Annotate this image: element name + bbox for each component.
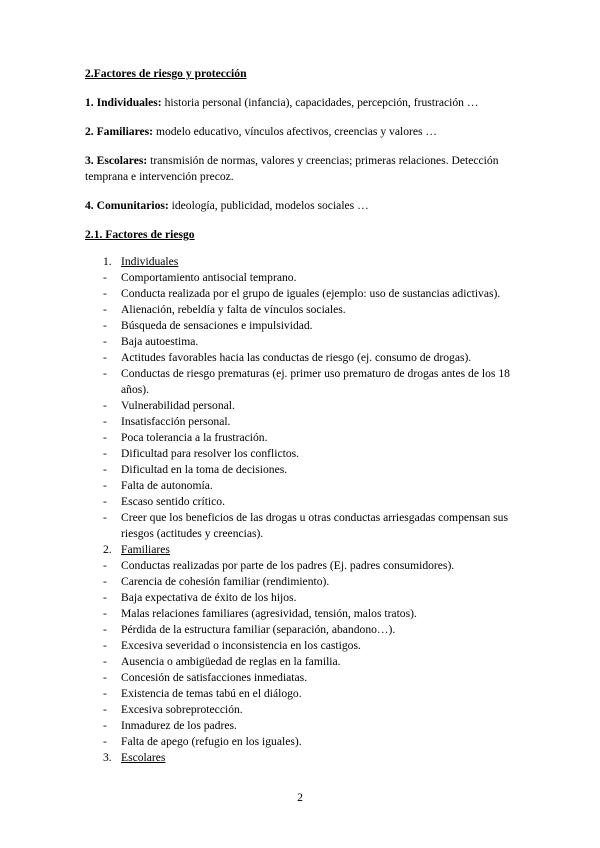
list-item-text: Excesiva severidad o inconsistencia en los castigos. (121, 639, 361, 652)
factor-paragraph (85, 153, 517, 185)
factor-text: ideología, publicidad, modelos sociales … (168, 199, 369, 212)
group-heading (85, 542, 517, 558)
dash-bullet: - (103, 607, 107, 620)
factor-paragraph (85, 95, 517, 111)
list-item (85, 462, 517, 478)
list-item-text: Conducta realizada por el grupo de iguales (ejemplo: uso de sustancias adictivas). (121, 287, 501, 300)
list-item-text: Conductas de riesgo prematuras (ej. primer uso prematuro de drogas antes de los 18 años). (121, 367, 510, 396)
list-item-text: Conductas realizadas por parte de los padres (Ej. padres consumidores). (121, 559, 455, 572)
dash-bullet: - (103, 495, 107, 508)
group-heading (85, 750, 517, 766)
list-item (85, 558, 517, 574)
dash-bullet: - (103, 399, 107, 412)
list-item-text: Alienación, rebeldía y falta de vínculos sociales. (121, 303, 346, 316)
dash-bullet: - (103, 447, 107, 460)
dash-bullet: - (103, 511, 107, 524)
group-heading (85, 254, 517, 270)
list-item (85, 478, 517, 494)
list-item-text: Concesión de satisfacciones inmediatas. (121, 671, 308, 684)
list-item (85, 286, 517, 302)
dash-bullet: - (103, 719, 107, 732)
list-item (85, 318, 517, 334)
list-item (85, 574, 517, 590)
dash-bullet: - (103, 575, 107, 588)
factor-label: 2. Familiares: (85, 125, 154, 138)
page-number: 2 (297, 791, 303, 804)
dash-bullet: - (103, 591, 107, 604)
section-title: 2.1. Factores de riesgo (85, 228, 195, 241)
dash-bullet: - (103, 463, 107, 476)
dash-bullet: - (103, 319, 107, 332)
list-item-text: Existencia de temas tabú en el diálogo. (121, 687, 302, 700)
group-label: Individuales (121, 255, 179, 268)
dash-bullet: - (103, 687, 107, 700)
list-item-text: Ausencia o ambigüedad de reglas en la familia. (121, 655, 341, 668)
document-title: 2.Factores de riesgo y protección (85, 67, 247, 80)
list-item-text: Comportamiento antisocial temprano. (121, 271, 297, 284)
list-item-text: Escaso sentido crítico. (121, 495, 225, 508)
dash-bullet: - (103, 639, 107, 652)
list-item (85, 702, 517, 718)
list-item-text: Insatisfacción personal. (121, 415, 231, 428)
list-item (85, 606, 517, 622)
dash-bullet: - (103, 415, 107, 428)
group-label: Familiares (121, 543, 170, 556)
list-item (85, 654, 517, 670)
dash-bullet: - (103, 287, 107, 300)
dash-bullet: - (103, 671, 107, 684)
list-item-text: Dificultad en la toma de decisiones. (121, 463, 288, 476)
list-item (85, 622, 517, 638)
dash-bullet: - (103, 479, 107, 492)
group-number: 3. (103, 751, 112, 764)
factor-label: 3. Escolares: (85, 154, 148, 167)
dash-bullet: - (103, 431, 107, 444)
list-item (85, 670, 517, 686)
list-item (85, 350, 517, 366)
dash-bullet: - (103, 735, 107, 748)
list-item (85, 494, 517, 510)
list-item-text: Poca tolerancia a la frustración. (121, 431, 268, 444)
list-item-text: Creer que los beneficios de las drogas u otras conductas arriesgadas compensan sus riesgos (actitudes y creencias). (121, 511, 508, 540)
dash-bullet: - (103, 303, 107, 316)
dash-bullet: - (103, 351, 107, 364)
paragraph-list (85, 95, 517, 227)
list-item-text: Actitudes favorables hacia las conductas de riesgo (ej. consumo de drogas). (121, 351, 472, 364)
dash-bullet: - (103, 559, 107, 572)
list-item (85, 638, 517, 654)
list-item-text: Carencia de cohesión familiar (rendimiento). (121, 575, 330, 588)
dash-bullet: - (103, 367, 107, 380)
list-item (85, 366, 517, 398)
dash-bullet: - (103, 703, 107, 716)
group-label: Escolares (121, 751, 166, 764)
list-item (85, 590, 517, 606)
list-item-text: Baja autoestima. (121, 335, 199, 348)
factor-label: 1. Individuales: (85, 96, 162, 109)
factor-text: historia personal (infancia), capacidades, percepción, frustración … (161, 96, 479, 109)
list-item (85, 686, 517, 702)
dash-bullet: - (103, 655, 107, 668)
list-item-text: Excesiva sobreprotección. (121, 703, 243, 716)
list-item-text: Malas relaciones familiares (agresividad, tensión, malos tratos). (121, 607, 417, 620)
list-item-text: Pérdida de la estructura familiar (separación, abandono…). (121, 623, 396, 636)
factor-text: modelo educativo, vínculos afectivos, creencias y valores … (153, 125, 437, 138)
list-item-text: Falta de autonomía. (121, 479, 213, 492)
dash-bullet: - (103, 335, 107, 348)
factor-label: 4. Comunitarios: (85, 199, 169, 212)
list-item (85, 270, 517, 286)
document-page (85, 66, 517, 766)
list-item-text: Vulnerabilidad personal. (121, 399, 235, 412)
factor-text: transmisión de normas, valores y creencias; primeras relaciones. Detección temprana e intervención precoz. (85, 154, 499, 183)
list-item (85, 734, 517, 750)
list-item-text: Búsqueda de sensaciones e impulsividad. (121, 319, 313, 332)
list-item (85, 414, 517, 430)
dash-bullet: - (103, 271, 107, 284)
list-item (85, 398, 517, 414)
group-number: 2. (103, 543, 112, 556)
list-item (85, 302, 517, 318)
list-item-text: Falta de apego (refugio en los iguales). (121, 735, 302, 748)
list-item (85, 718, 517, 734)
list-item (85, 334, 517, 350)
list-item-text: Baja expectativa de éxito de los hijos. (121, 591, 297, 604)
list-item-text: Dificultad para resolver los conflictos. (121, 447, 300, 460)
risk-factor-groups (85, 254, 517, 766)
group-number: 1. (103, 255, 112, 268)
dash-bullet: - (103, 623, 107, 636)
list-item-text: Inmadurez de los padres. (121, 719, 237, 732)
factor-paragraph (85, 124, 517, 140)
list-item (85, 430, 517, 446)
list-item (85, 510, 517, 542)
list-item (85, 446, 517, 462)
factor-paragraph (85, 198, 517, 214)
